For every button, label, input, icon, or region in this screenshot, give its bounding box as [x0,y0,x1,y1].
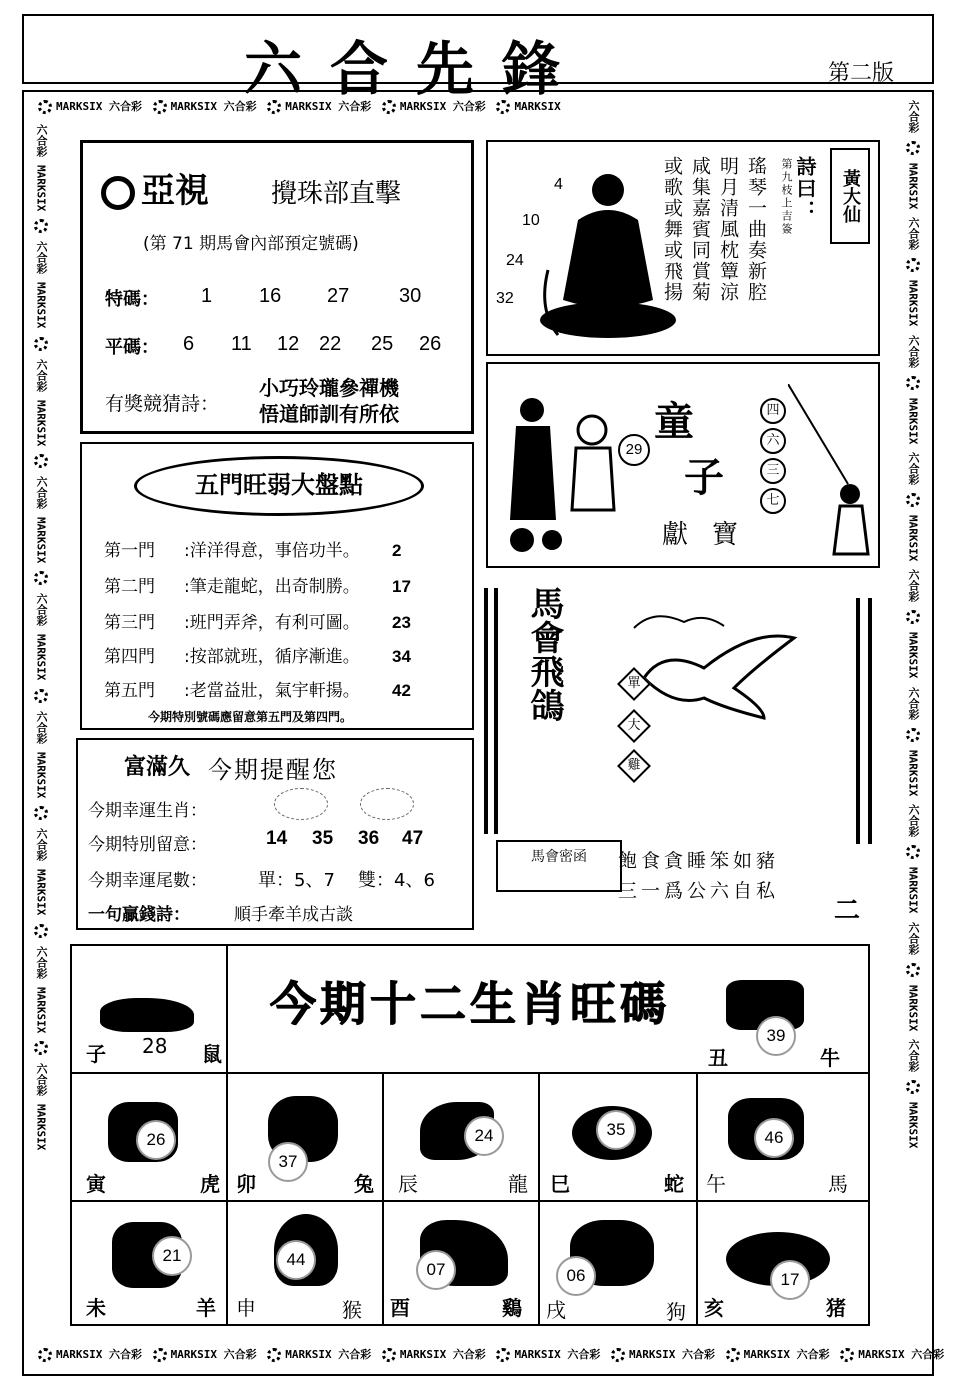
wong-tai-sin-panel [486,140,880,356]
tag-char: 單 [617,667,651,701]
zodiac-number: 21 [152,1236,192,1276]
children-figure [492,390,642,560]
special-number: 1 [201,285,213,307]
zodiac-number: 37 [268,1142,308,1182]
special-label: 特碼： [105,289,159,310]
flower-icon [726,1348,740,1362]
zodiac-number: 35 [596,1110,636,1150]
pigeon-panel [484,578,894,926]
verse-number: 10 [522,212,540,229]
zodiac-number: 46 [754,1118,794,1158]
asia-logo-icon [101,176,135,210]
children-subtitle: 獻寶 [662,520,763,550]
divider [868,598,872,844]
special-number: 27 [327,285,350,307]
gate-row: 第一門 :洋洋得意，事倍功半。 2 [104,541,402,561]
verse-column: 咸集嘉賓同賞菊 [689,156,711,303]
flag-char: 六 [760,428,786,454]
lucky-zodiac-image [274,788,328,820]
zodiac-number: 44 [276,1240,316,1280]
zodiac-number: 39 [756,1016,796,1056]
flower-icon [611,1348,625,1362]
reminder-title: 今期提醒您 [208,756,338,784]
divider [856,598,860,844]
secret-riddle: 飽食貪睡笨如豬 三一爲公六自私 [618,850,780,902]
flat-number: 25 [371,333,394,355]
verse-number: 32 [496,290,514,307]
flat-label: 平碼： [105,337,159,358]
left-border-strip: 六合彩 MARKSIX 六合彩 MARKSIX 六合彩 MARKSIX 六合彩 MARKSIX 六合彩 MARKSIX 六合彩 MARKSIX 六合彩 MARKSIX 六合彩 MARKSIX 六合彩 MARKSIX [34,124,48,1151]
reminder-panel [76,738,474,930]
top-border-strip: MARKSIX 六合彩 MARKSIX 六合彩 MARKSIX 六合彩 MARKSIX 六合彩 MARKSIX [34,98,561,114]
gate-row: 第四門 :按部就班，循序漸進。 34 [104,647,411,667]
wong-tai-sin-figure [528,160,678,345]
zodiac-number: 07 [416,1250,456,1290]
flower-icon [840,1348,854,1362]
special-number: 16 [259,285,282,307]
reminder-brand: 富滿久 [124,755,191,780]
zodiac-number: 28 [142,1034,168,1058]
flower-icon [153,1348,167,1362]
lucky-zodiac-image [360,788,414,820]
rat-icon [100,998,194,1032]
tail-label: 今期幸運尾數： [88,871,207,891]
zodiac-number: 06 [556,1256,596,1296]
flower-icon [38,1348,52,1362]
flat-number: 6 [183,333,195,355]
special-watch-number: 14 [266,828,288,849]
side-mark: 二 [834,896,861,926]
divider [494,588,498,834]
zodiac-number: 17 [770,1260,810,1300]
gate-row: 第三門 :班門弄斧，有利可圖。 23 [104,613,411,633]
special-watch-number: 36 [358,828,380,849]
boy-with-rod-figure [788,384,878,564]
children-title: 子 [684,454,724,501]
even-tails: 雙：4、6 [358,870,435,891]
verse-label: 詩曰： [793,156,817,222]
verse-number: 24 [506,252,524,269]
flat-number: 22 [319,333,342,355]
flag-char: 四 [760,398,786,424]
flower-icon [267,1348,281,1362]
flat-number: 12 [277,333,300,355]
tag-char: 大 [617,709,651,743]
flower-icon [496,100,510,114]
special-number: 30 [399,285,422,307]
asia-tv-logo: 亞視 [101,163,209,212]
verse-column: 瑤琴一曲奏新腔 [745,156,767,303]
right-border-strip: 六合彩 MARKSIX 六合彩 MARKSIX 六合彩 MARKSIX 六合彩 MARKSIX 六合彩 MARKSIX 六合彩 MARKSIX 六合彩 MARKSIX 六合彩 MARKSIX 六合彩 MARKSIX [906,100,920,1149]
flower-icon [38,100,52,114]
zodiac-number: 24 [464,1116,504,1156]
edition-label: 第二版 [827,61,894,86]
verse-number: 4 [554,176,563,193]
winning-poem-label: 一句贏錢詩： [88,905,190,925]
masthead [22,14,934,103]
lucky-zodiac-label: 今期幸運生肖： [88,801,207,821]
special-watch-number: 47 [402,828,424,849]
flag-char: 三 [760,458,786,484]
five-gates-panel [80,442,474,730]
riddle-poem: 小巧玲瓏參禪機 悟道師訓有所依 [259,376,399,426]
flower-icon [382,100,396,114]
dove-icon [624,608,804,728]
children-title: 童 [654,398,694,445]
issue-line: (第 71 期馬會內部預定號碼) [143,234,359,254]
special-watch-number: 35 [312,828,334,849]
flower-icon [382,1348,396,1362]
zodiac-title: 今期十二生肖旺碼 [270,977,670,1031]
pigeon-title: 馬會飛鴿 [524,586,564,722]
gate-row: 第二門 :筆走龍蛇，出奇制勝。 17 [104,577,411,597]
envelope-icon: 馬會密函 [496,840,622,892]
verse-column: 或歌或舞或飛揚 [661,156,683,303]
zodiac-number: 26 [136,1120,176,1160]
flat-number: 26 [419,333,442,355]
gate-row: 第五門 :老當益壯，氣宇軒揚。 42 [104,681,411,701]
asia-tv-subtitle: 攪珠部直擊 [271,179,402,209]
flower-icon [267,100,281,114]
special-watch-label: 今期特別留意： [88,835,207,855]
divider [484,588,488,834]
five-gates-title: 五門旺弱大盤點 [134,456,424,516]
tag-char: 雞 [617,749,651,783]
poem-label: 有獎競猜詩： [105,393,220,415]
five-gates-note: 今期特別號碼應留意第五門及第四門。 [148,710,353,724]
zodiac-panel: 今期十二生肖旺碼 子 28 鼠 39 丑 牛 26 寅 虎 37 卯 兔 24 辰 龍 35 巳 蛇 46 午 馬 21 未 羊 44 申 猴 07 酉 鷄 06 戌 狗 17 亥 猪 [70,944,870,1326]
flower-icon [496,1348,510,1362]
children-panel [486,362,880,568]
lantern-number: 29 [618,434,650,466]
flower-icon [153,100,167,114]
page-title: 六合先鋒 [244,35,589,103]
verse-note: 第九枝上吉簽 [780,158,793,236]
wong-tai-sin-title: 黃大仙 [830,148,870,244]
odd-tails: 單：5、7 [258,870,335,891]
flag-char: 七 [760,488,786,514]
winning-poem: 順手牽羊成古談 [234,905,353,925]
flat-number: 11 [231,333,252,355]
bottom-border-strip: MARKSIX 六合彩 MARKSIX 六合彩 MARKSIX 六合彩 MARKSIX 六合彩 MARKSIX 六合彩 MARKSIX 六合彩 MARKSIX 六合彩 MARKSIX 六合彩 [34,1346,944,1362]
asia-tv-panel [80,140,474,434]
verse-column: 明月清風枕簟涼 [717,156,739,303]
